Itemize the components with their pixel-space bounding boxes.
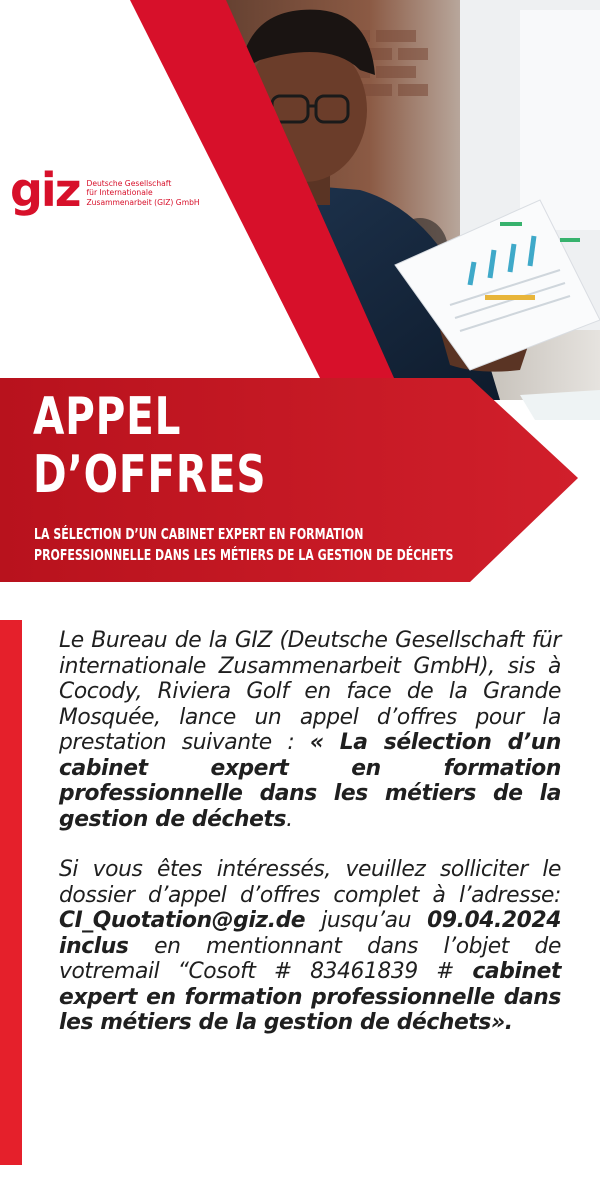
giz-logo — [10, 163, 200, 217]
p1-bold: « La sélection d’un cabinet expert en formation professionnelle dans les métiers de la gestion de déchets — [59, 730, 561, 832]
p2-intro: Si vous êtes intéressés, veuillez solliciter le dossier d’appel d’offres complet à l’adresse: — [59, 857, 561, 908]
banner-subtitle-line-1: LA SÉLECTION D’UN CABINET EXPERT EN FORMATION — [34, 525, 364, 543]
p1-intro: Le Bureau de la GIZ (Deutsche Gesellschaft für internationale Zusammenarbeit GmbH), sis à Cocody, Riviera Golf en face de la Grande Mosquée, lance un appel d’offres pour la prestation suivante : — [59, 628, 561, 755]
banner-subtitle-line-2: PROFESSIONNELLE DANS LES MÉTIERS DE LA GESTION DE DÉCHETS — [34, 546, 454, 564]
p2-bold-end: cabinet expert en formation professionnelle dans les métiers de la gestion de déchets». — [59, 959, 561, 1035]
banner-subtitle — [34, 524, 454, 566]
p2-mid: jusqu’au — [305, 908, 428, 933]
banner-title-line-1: APPEL — [33, 387, 182, 447]
banner-title — [33, 387, 267, 505]
contact-email: CI_Quotation@giz.de — [59, 908, 306, 933]
logo-line-2: für Internationale — [86, 188, 153, 198]
paragraph-instructions — [59, 857, 561, 1036]
giz-logo-mark: giz — [10, 163, 80, 217]
giz-logo-text — [86, 179, 199, 208]
p1-end: . — [286, 806, 293, 832]
body-text — [59, 628, 561, 1036]
logo-line-1: Deutsche Gesellschaft — [86, 178, 172, 188]
paragraph-announcement — [59, 628, 561, 832]
banner-title-line-2: D’OFFRES — [33, 445, 267, 505]
logo-line-3: Zusammenarbeit (GIZ) GmbH — [86, 197, 200, 207]
p2-after-date: en mentionnant dans l’objet de votremail “Cosoft # 83461839 # — [59, 933, 561, 984]
side-accent-bar — [0, 620, 22, 1165]
deadline-date: 09.04.2024 inclus — [59, 908, 561, 959]
